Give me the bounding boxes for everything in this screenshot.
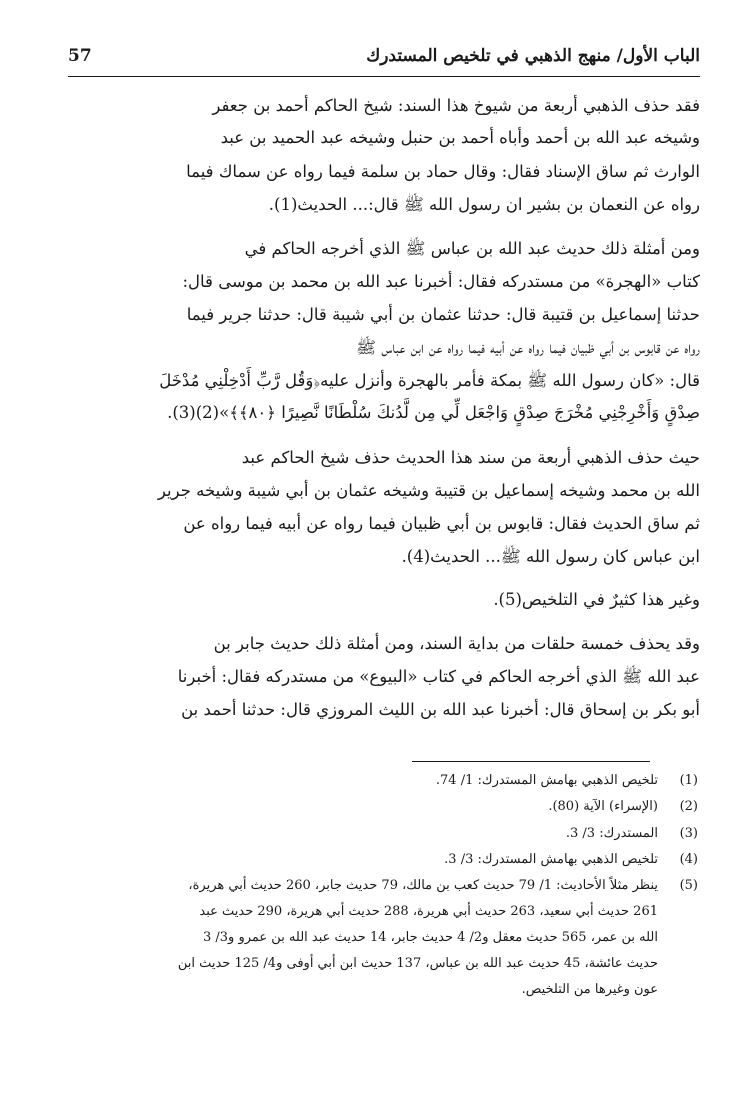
body-line: وقد يحذف خمسة حلقات من بداية السند، ومن أمثلة ذلك حديث جابر بن xyxy=(213,634,700,653)
body-line: أبو بكر بن إسحاق قال: أخبرنا عبد الله بن الليث المروزي قال: حدثنا أحمد بن xyxy=(181,700,700,719)
body-line: رواه عن قابوس بن أبي ظبيان فيما رواه عن أبيه فيما رواه عن ابن عباس ﷺ xyxy=(356,338,700,357)
body-line: صِدْقٍ وَأَخْرِجْنِي مُخْرَجَ صِدْقٍ وَاجْعَل لِّي مِن لَّدُنكَ سُلْطَانًا نَّصِيرًا ﴿٨٠﴾﴾»(2)(3). xyxy=(167,403,700,422)
body-line: الله بن محمد وشيخه إسماعيل بن قتيبة وشيخه عثمان بن أبي شيبة وشيخه جرير xyxy=(157,481,700,500)
footnote-text: عون وغيرها من التلخيص. xyxy=(521,982,658,997)
footnote-text: (الإسراء) الآية (80). xyxy=(548,799,658,814)
body-line: فقد حذف الذهبي أربعة من شيوخ هذا السند: شيخ الحاكم أحمد بن جعفر xyxy=(212,96,700,115)
body-line: وغير هذا كثيرٌ في التلخيص(5). xyxy=(493,590,700,609)
body-line: وشيخه عبد الله بن أحمد وأباه أحمد بن حنبل وشيخه عبد الحميد بن عبد xyxy=(220,128,700,147)
footnote-number: (5) xyxy=(679,878,698,893)
body-line: حيث حذف الذهبي أربعة من سند هذا الحديث حذف شيخ الحاكم عبد xyxy=(241,448,700,467)
footnote-text: 261 حديث أبي سعيد، 263 حديث أبي هريرة، 288 حديث أبي هريرة، 290 حديث عبد xyxy=(199,904,658,919)
running-header xyxy=(68,44,700,77)
header-title: الباب الأول/ منهج الذهبي في تلخيص المستدرك xyxy=(366,46,700,66)
footnote-text: تلخيص الذهبي بهامش المستدرك: 3/ 3. xyxy=(444,852,658,867)
footnote-separator xyxy=(412,761,650,762)
footnote-number: (3) xyxy=(679,826,698,841)
body-line: ثم ساق الحديث فقال: قابوس بن أبي ظبيان فيما رواه عن أبيه فيما رواه عن xyxy=(183,514,700,533)
body-line: ومن أمثلة ذلك حديث عبد الله بن عباس ﷺ الذي أخرجه الحاكم في xyxy=(244,239,700,258)
body-line: كتاب «الهجرة» من مستدركه فقال: أخبرنا عبد الله بن محمد بن موسى قال: xyxy=(182,272,700,291)
footnote-number: (1) xyxy=(679,773,698,788)
footnote-number: (2) xyxy=(679,799,698,814)
footnote-text: الله بن عمر، 565 حديث معقل و2/ 4 حديث جابر، 14 حديث عبد الله بن عمرو و3/ 3 xyxy=(202,930,658,945)
body-line: الوارث ثم ساق الإسناد فقال: وقال حماد بن سلمة فيما رواه عن سماك فيما xyxy=(186,162,700,181)
body-line: ابن عباس كان رسول الله ﷺ... الحديث(4). xyxy=(401,547,700,566)
body-line: قال: «كان رسول الله ﷺ بمكة فأمر بالهجرة وأنزل عليه﴿وَقُل رَّبِّ أَدْخِلْنِي مُدْخَلَ xyxy=(159,371,700,390)
body-line: رواه عن النعمان بن بشير ان رسول الله ﷺ قال:... الحديث(1). xyxy=(268,195,700,214)
footnote-text: حديث عائشة، 45 حديث عبد الله بن عباس، 137 حديث ابن أبي أوفى و4/ 125 حديث ابن xyxy=(177,956,658,971)
page-number: 57 xyxy=(68,46,92,66)
footnote-number: (4) xyxy=(679,852,698,867)
body-line: عبد الله ﷺ الذي أخرجه الحاكم في كتاب «البيوع» من مستدركه فقال: أخبرنا xyxy=(177,667,700,686)
footnote-text: تلخيص الذهبي بهامش المستدرك: 1/ 74. xyxy=(435,773,658,788)
body-line: حدثنا إسماعيل بن قتيبة قال: حدثنا عثمان بن أبي شيبة قال: حدثنا جرير فيما xyxy=(186,305,700,324)
footnote-text: ينظر مثلاً الأحاديث: 1/ 79 حديث كعب بن مالك، 79 حديث جابر، 260 حديث أبي هريرة، xyxy=(188,878,658,893)
footnote-text: المستدرك: 3/ 3. xyxy=(565,826,658,841)
